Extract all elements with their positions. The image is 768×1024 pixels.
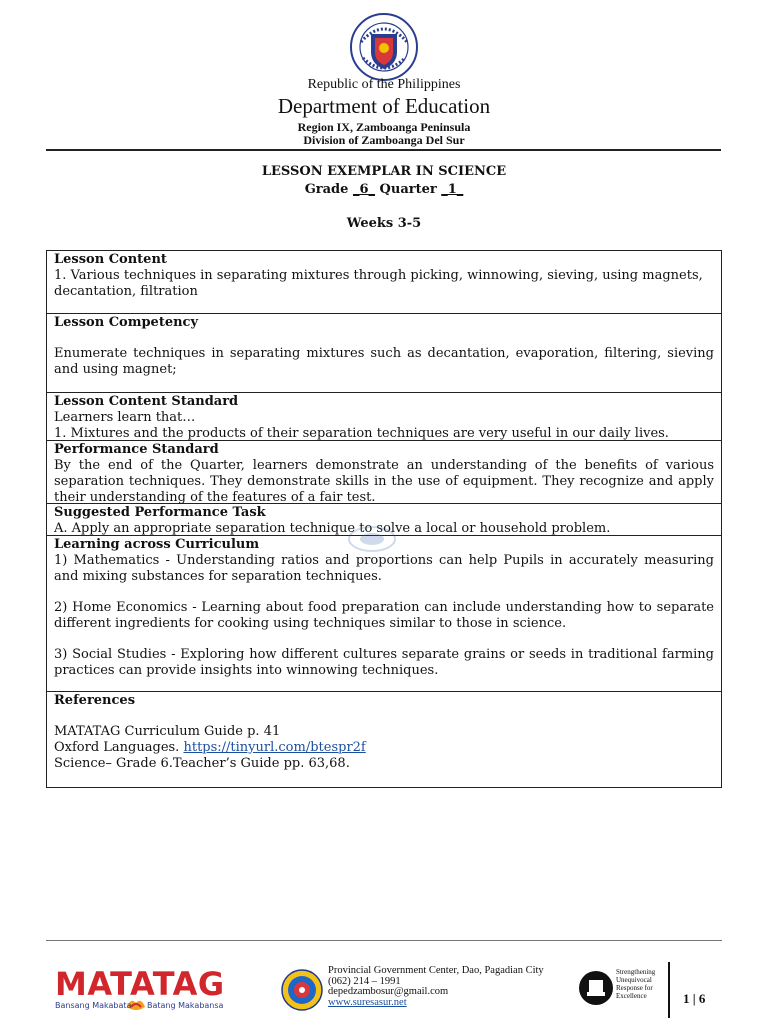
across-curriculum-heading: Learning across Curriculum xyxy=(54,537,260,552)
content-standard-heading: Lesson Content Standard xyxy=(54,394,239,409)
lesson-content-heading: Lesson Content xyxy=(54,252,167,267)
footer-address-block xyxy=(328,966,544,1008)
page-number: 1 | 6 xyxy=(683,991,706,1006)
row-references xyxy=(47,692,721,787)
footer-vertical-bar xyxy=(668,962,670,1018)
footer-divider xyxy=(46,940,722,941)
performance-task-heading: Suggested Performance Task xyxy=(54,505,266,520)
lesson-table xyxy=(46,250,722,788)
references-heading: References xyxy=(54,693,136,708)
curriculum-item-social-studies: 3) Social Studies - Exploring how different cultures separate grains or seeds in traditional farming practices can provide insights into winnowing techniques. xyxy=(54,647,714,678)
performance-task-text: A. Apply an appropriate separation technique to solve a local or household problem. xyxy=(54,521,611,536)
header-divider xyxy=(46,149,721,151)
sure-line-2: Unequivocal xyxy=(616,976,652,984)
quarter-value: _1_ xyxy=(441,182,464,197)
performance-standard-heading: Performance Standard xyxy=(54,442,219,457)
matatag-logo xyxy=(55,965,225,1021)
sure-line-4: Excellence xyxy=(616,992,647,1000)
region-line: Region IX, Zamboanga Peninsula xyxy=(297,120,471,134)
curriculum-item-home-economics: 2) Home Economics - Learning about food preparation can include understanding how to separate different ingredients for cooking using techniques similar to those in science. xyxy=(54,600,714,631)
footer-website[interactable]: www.suresasur.net xyxy=(328,996,407,1008)
grade-quarter-line xyxy=(0,182,768,197)
reference-3: Science– Grade 6.Teacher’s Guide pp. 63,68. xyxy=(54,756,350,771)
watermark-logo-icon xyxy=(347,525,397,553)
content-standard-line2: 1. Mixtures and the products of their separation techniques are very useful in our daily lives. xyxy=(54,426,669,441)
republic-line: Republic of the Philippines xyxy=(307,77,461,92)
performance-standard-text: By the end of the Quarter, learners demonstrate an understanding of the benefits of various separation techniques. They demonstrate skills in the use of equipment. They recognize and apply their understanding of the features of a fair test. xyxy=(54,458,714,505)
sure-line-3: Response for xyxy=(616,984,653,992)
reference-2-prefix: Oxford Languages. xyxy=(54,740,180,755)
sure-tagline xyxy=(616,968,655,1000)
lesson-content-text: 1. Various techniques in separating mixtures through picking, winnowing, sieving, using magnets, decantation, filtration xyxy=(54,268,703,299)
reference-2 xyxy=(54,740,714,756)
sure-logo-icon xyxy=(578,970,614,1006)
matatag-tagline-right: Batang Makabansa xyxy=(147,1001,224,1010)
grade-value: _6_ xyxy=(352,182,376,197)
reference-2-link[interactable]: https://tinyurl.com/btespr2f xyxy=(183,740,366,755)
matatag-tagline-left: Bansang Makabata xyxy=(55,1001,132,1010)
division-line: Division of Zamboanga Del Sur xyxy=(303,133,465,147)
lesson-competency-heading: Lesson Competency xyxy=(54,315,199,330)
content-standard-line1: Learners learn that… xyxy=(54,410,196,425)
weeks-line: Weeks 3-5 xyxy=(346,216,422,231)
row-lesson-content xyxy=(47,251,721,314)
deped-seal-icon xyxy=(349,12,419,82)
reference-1: MATATAG Curriculum Guide p. 41 xyxy=(54,724,281,739)
lesson-competency-text: Enumerate techniques in separating mixtures such as decantation, evaporation, filtering, sieving and using magnet; xyxy=(54,346,714,377)
province-seal-icon xyxy=(281,969,323,1011)
department-title: Department of Education xyxy=(277,94,491,118)
footer-phone: (062) 214 – 1991 xyxy=(328,975,401,987)
curriculum-item-math: 1) Mathematics - Understanding ratios and proportions can help Pupils in accurately measuring and mixing substances for separation techniques. xyxy=(54,553,714,584)
quarter-label: Quarter xyxy=(379,182,437,197)
matatag-wordmark: MATATAG xyxy=(55,965,225,1003)
footer-email[interactable]: depedzambosur@gmail.com xyxy=(328,986,449,997)
sure-line-1: Strengthening xyxy=(616,968,656,976)
row-lesson-competency xyxy=(47,314,721,393)
row-across-curriculum xyxy=(47,536,721,692)
footer-address: Provincial Government Center, Dao, Pagadian City xyxy=(328,965,544,976)
lesson-title: LESSON EXEMPLAR IN SCIENCE xyxy=(261,164,507,179)
row-performance-standard xyxy=(47,441,721,504)
row-content-standard xyxy=(47,393,721,441)
grade-label: Grade xyxy=(304,182,349,197)
